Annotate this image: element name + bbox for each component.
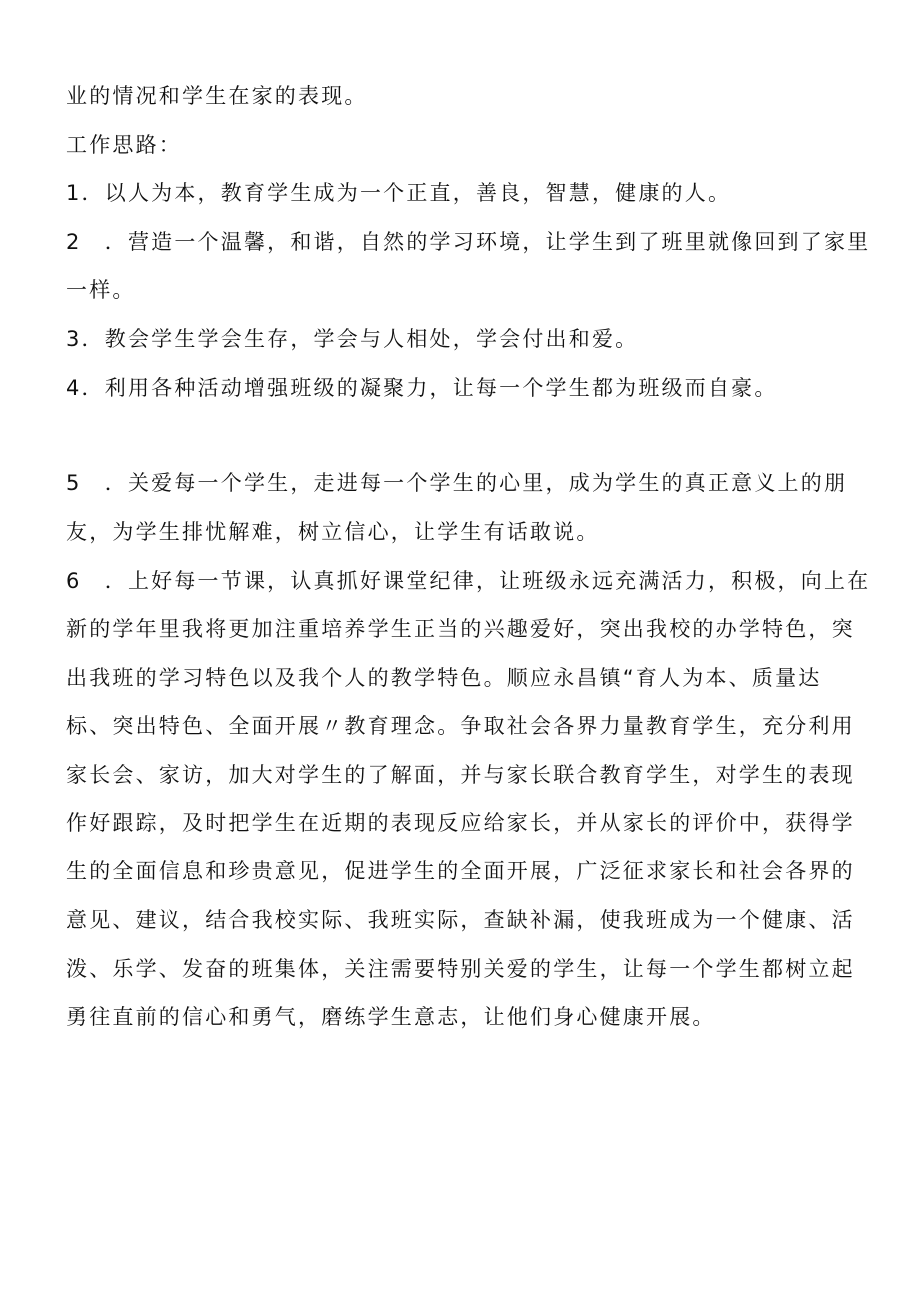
text-line-18: 泼、乐学、发奋的班集体，关注需要特别关爱的学生，让每一个学生都树立起 [66,957,855,981]
text-line-2: 工作思路： [66,133,182,157]
text-line-6: 3．教会学生学会生存，学会与人相处，学会付出和爱。 [66,327,639,351]
text-line-11: 新的学年里我将更加注重培养学生正当的兴趣爱好，突出我校的办学特色，突 [66,617,855,641]
text-line-17: 意见、建议，结合我校实际、我班实际，查缺补漏，使我班成为一个健康、活 [66,908,855,932]
text-line-1: 业的情况和学生在家的表现。 [66,84,368,108]
text-line-9: 友，为学生排忧解难，树立信心，让学生有话敢说。 [66,520,600,544]
text-line-13: 标、突出特色、全面开展〃教育理念。争取社会各界力量教育学生，充分利用 [66,714,855,738]
text-line-8: 5 ．关爱每一个学生，走进每一个学生的心里，成为学生的真正意义上的朋 [66,471,848,495]
text-line-3: 1．以人为本，教育学生成为一个正直，善良，智慧，健康的人。 [66,181,732,205]
text-line-14: 家长会、家访，加大对学生的了解面，并与家长联合教育学生，对学生的表现 [66,763,855,787]
text-line-10: 6 ．上好每一节课，认真抓好课堂纪律，让班级永远充满活力，积极，向上在 [66,569,871,593]
text-line-15: 作好跟踪，及时把学生在近期的表现反应给家长，并从家长的评价中，获得学 [66,811,855,835]
text-line-7: 4．利用各种活动增强班级的凝聚力，让每一个学生都为班级而自豪。 [66,376,778,400]
text-line-19: 勇往直前的信心和勇气，磨练学生意志，让他们身心健康开展。 [66,1005,716,1029]
text-line-16: 生的全面信息和珍贵意见，促进学生的全面开展，广泛征求家长和社会各界的 [66,859,855,883]
text-line-4: 2 ．营造一个温馨，和谐，自然的学习环境，让学生到了班里就像回到了家里 [66,230,871,254]
text-line-5: 一样。 [66,278,136,302]
text-line-12: 出我班的学习特色以及我个人的教学特色。顺应永昌镇“育人为本、质量达 [66,666,822,690]
